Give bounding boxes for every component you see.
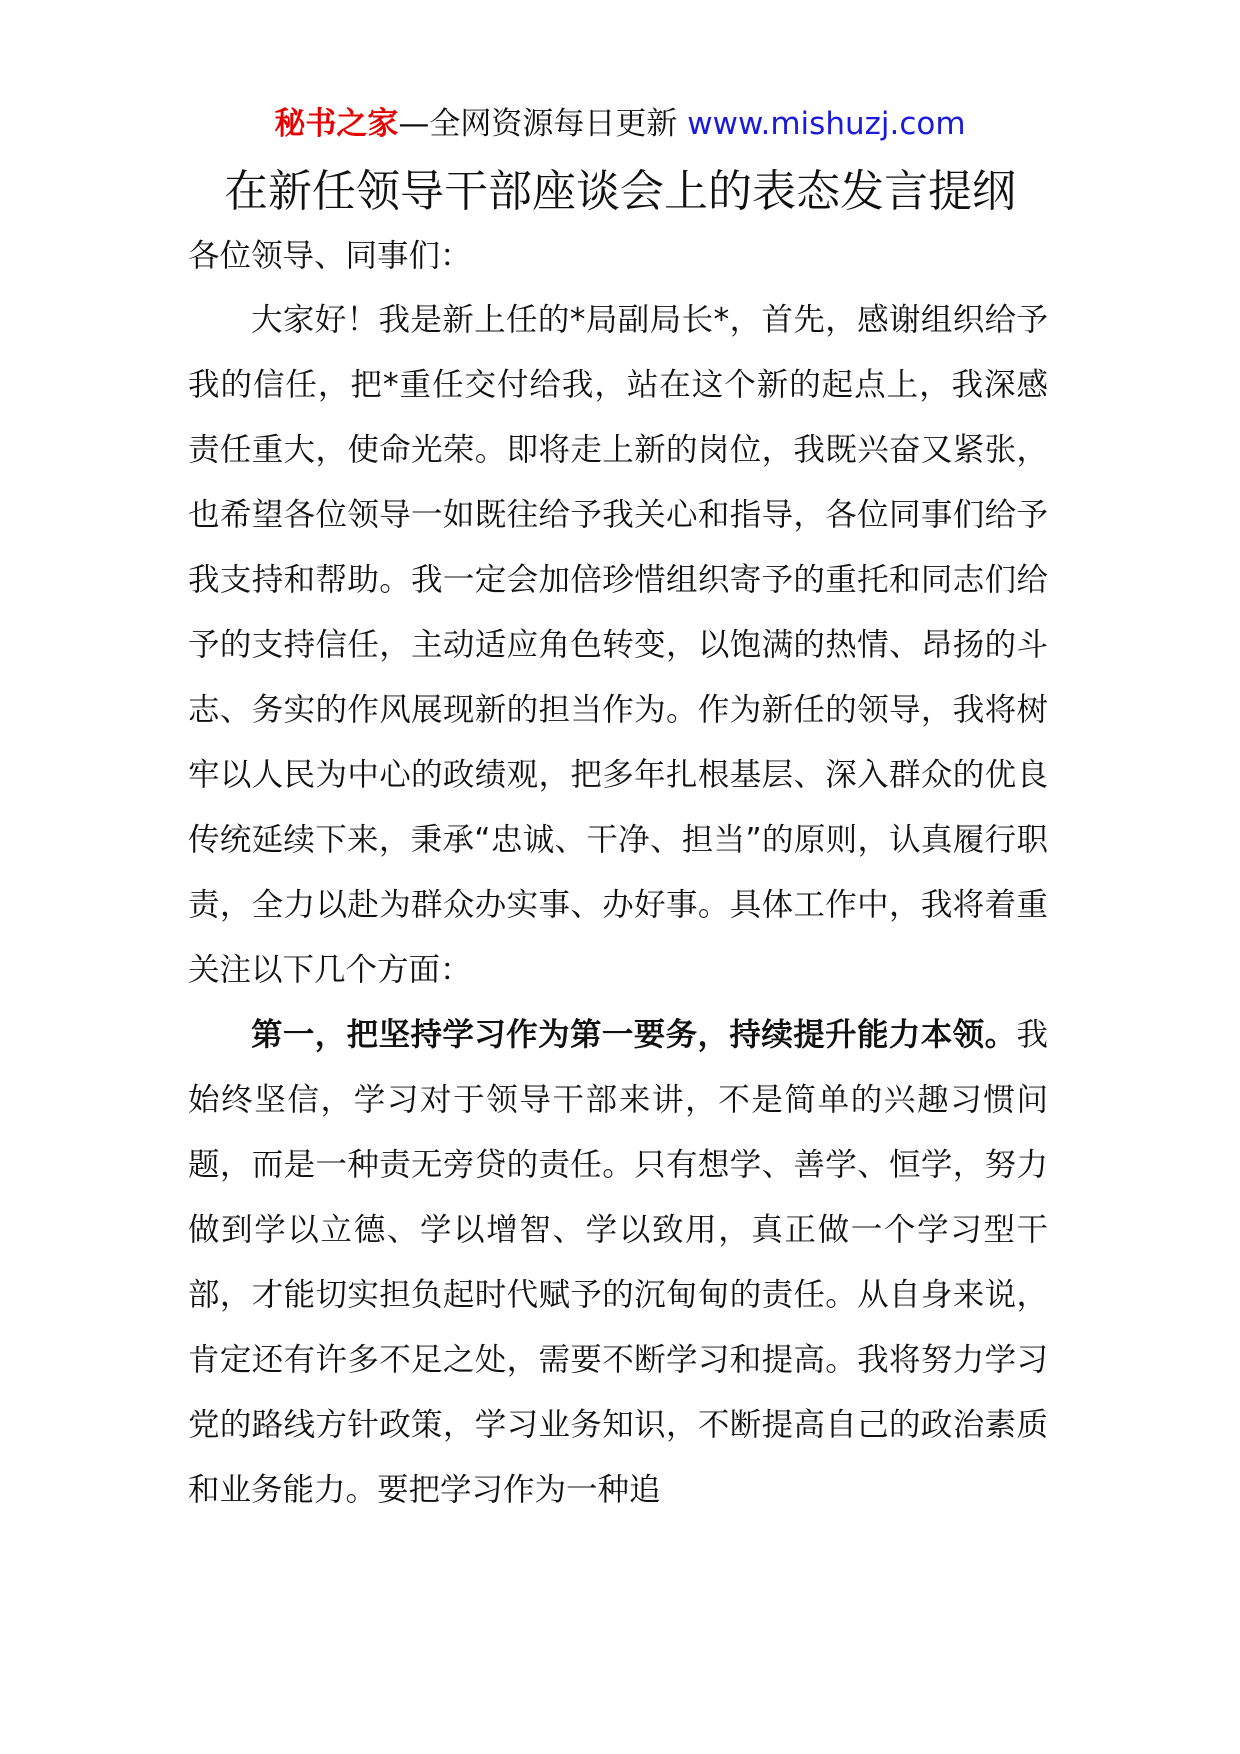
site-tagline: —全网资源每日更新 (398, 106, 688, 142)
salutation: 各位领导、同事们： (188, 238, 472, 274)
document-body (188, 226, 1048, 1523)
site-brand: 秘书之家 (274, 106, 399, 142)
paragraph-lead: 第一，把坚持学习作为第一要务，持续提升能力本领。 (251, 1017, 1017, 1053)
paragraph-first-point (188, 1003, 1048, 1523)
paragraph-body: 我始终坚信，学习对于领导干部来讲，不是简单的兴趣习惯问题，而是一种责无旁贷的责任。只有想学、善学、恒学，努力做到学以立德、学以增智、学以致用，真正做一个学习型干部，才能切实担负起时代赋予的沉甸甸的责任。从自身来说，肯定还有许多不足之处，需要不断学习和提高。我将努力学习党的路线方针政策，学习业务知识，不断提高自己的政治素质和业务能力。要把学习作为一种追 (188, 1017, 1048, 1508)
site-url[interactable]: www.mishuzj.com (687, 106, 966, 142)
paragraph-intro: 大家好！我是新上任的*局副局长*，首先，感谢组织给予我的信任，把*重任交付给我，站在这个新的起点上，我深感责任重大，使命光荣。即将走上新的岗位，我既兴奋又紧张，也希望各位领导一如既往给予我关心和指导，各位同事们给予我支持和帮助。我一定会加倍珍惜组织寄予的重托和同志们给予的支持信任，主动适应角色转变，以饱满的热情、昂扬的斗志、务实的作风展现新的担当作为。作为新任的领导，我将树牢以人民为中心的政绩观，把多年扎根基层、深入群众的优良传统延续下来，秉承“忠诚、干净、担当”的原则，认真履行职责，全力以赴为群众办实事、办好事。具体工作中，我将着重关注以下几个方面： (188, 302, 1048, 988)
document-title: 在新任领导干部座谈会上的表态发言提纲 (224, 166, 1016, 217)
site-header (0, 104, 1240, 144)
